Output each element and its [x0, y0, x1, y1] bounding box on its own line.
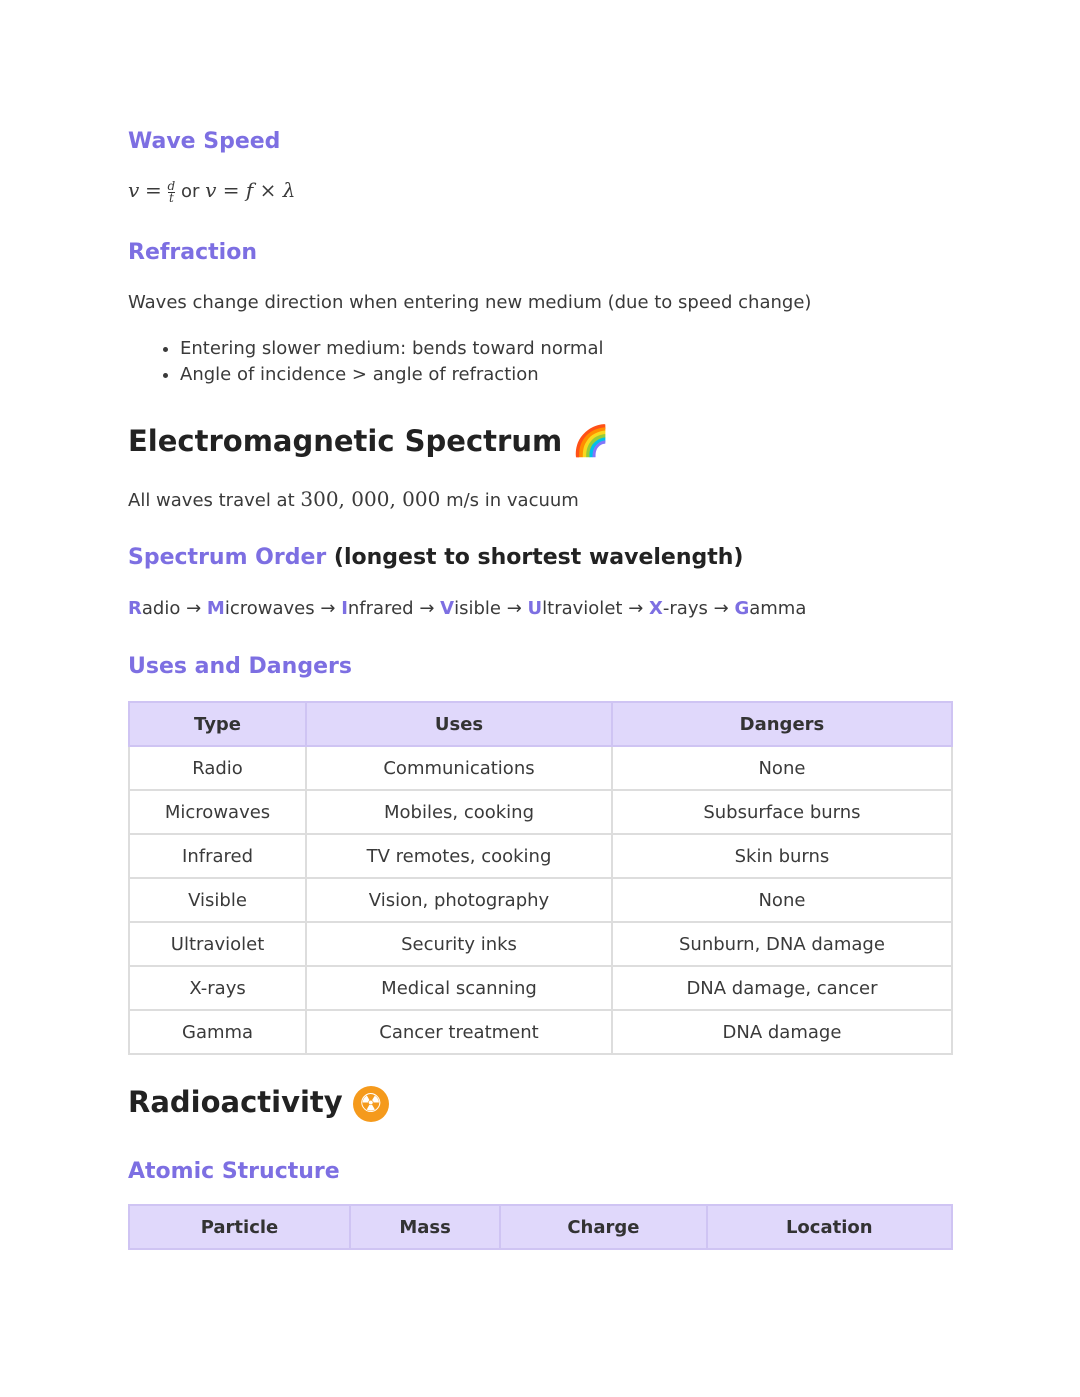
table-cell: None [612, 878, 952, 922]
spectrum-item: X-rays [649, 598, 708, 619]
uses-dangers-table: Type Uses Dangers Radio Communications None Microwaves Mobiles, cooking Subsurface burns Infrared TV remotes, cooking Skin burns Visible Vision, photography None Ultraviolet Security inks Sunburn, DNA damage X-rays Medical scanning DNA damage, cancer Gamma Cancer treatment DNA damage [128, 701, 953, 1055]
refraction-text: Waves change direction when entering new medium (due to speed change) [128, 292, 812, 313]
table-cell: Security inks [306, 922, 612, 966]
spectrum-order-heading: Spectrum Order (longest to shortest wavelength) [128, 545, 744, 570]
table-row [129, 834, 952, 878]
table-row [129, 746, 952, 790]
arrow-icon: → [186, 598, 202, 619]
table-cell: Medical scanning [306, 966, 612, 1010]
table-cell: DNA damage, cancer [612, 966, 952, 1010]
wave-speed-equation: v = $\frac{d}{t}$ or v = f × λ [128, 178, 296, 205]
table-cell: Microwaves [129, 790, 306, 834]
radioactivity-heading: Radioactivity ☢ [128, 1085, 389, 1122]
refraction-heading: Refraction [128, 240, 258, 265]
arrow-icon: → [713, 598, 729, 619]
rainbow-icon: 🌈 [572, 424, 610, 459]
table-cell: Infrared [129, 834, 306, 878]
table-row [129, 878, 952, 922]
uses-dangers-heading: Uses and Dangers [128, 654, 352, 679]
arrow-icon: → [419, 598, 435, 619]
atomic-structure-heading: Atomic Structure [128, 1159, 340, 1184]
table-cell: DNA damage [612, 1010, 952, 1054]
table-cell: TV remotes, cooking [306, 834, 612, 878]
table-cell: Ultraviolet [129, 922, 306, 966]
em-spectrum-heading: Electromagnetic Spectrum 🌈 [128, 424, 610, 459]
spectrum-item: Microwaves [206, 598, 315, 619]
list-item: • Entering slower medium: bends toward normal [180, 336, 604, 362]
table-cell: Sunburn, DNA damage [612, 922, 952, 966]
table-cell: Communications [306, 746, 612, 790]
atomic-structure-table: Particle Mass Charge Location [128, 1204, 953, 1250]
spectrum-item: Ultraviolet [527, 598, 623, 619]
table-row [129, 922, 952, 966]
table-cell: Gamma [129, 1010, 306, 1054]
list-item: • Angle of incidence > angle of refraction [180, 362, 604, 388]
spectrum-item: Visible [440, 598, 501, 619]
spectrum-item: Gamma [734, 598, 807, 619]
refraction-list [128, 336, 604, 388]
arrow-icon: → [628, 598, 644, 619]
wave-speed-fact: All waves travel at 300, 000, 000 m/s in vacuum [128, 487, 579, 511]
table-cell: X-rays [129, 966, 306, 1010]
table-cell: Vision, photography [306, 878, 612, 922]
table-cell: Skin burns [612, 834, 952, 878]
table-cell: Radio [129, 746, 306, 790]
spectrum-item: Radio [128, 598, 181, 619]
spectrum-order [128, 598, 806, 619]
table-row [129, 1010, 952, 1054]
table-cell: Cancer treatment [306, 1010, 612, 1054]
table-cell: Mobiles, cooking [306, 790, 612, 834]
table-cell: None [612, 746, 952, 790]
arrow-icon: → [320, 598, 336, 619]
spectrum-item: Infrared [341, 598, 414, 619]
wave-speed-heading: Wave Speed [128, 129, 281, 154]
arrow-icon: → [506, 598, 522, 619]
table-row [129, 966, 952, 1010]
radioactive-icon: ☢ [353, 1086, 389, 1122]
table-cell: Subsurface burns [612, 790, 952, 834]
table-row [129, 790, 952, 834]
table-cell: Visible [129, 878, 306, 922]
